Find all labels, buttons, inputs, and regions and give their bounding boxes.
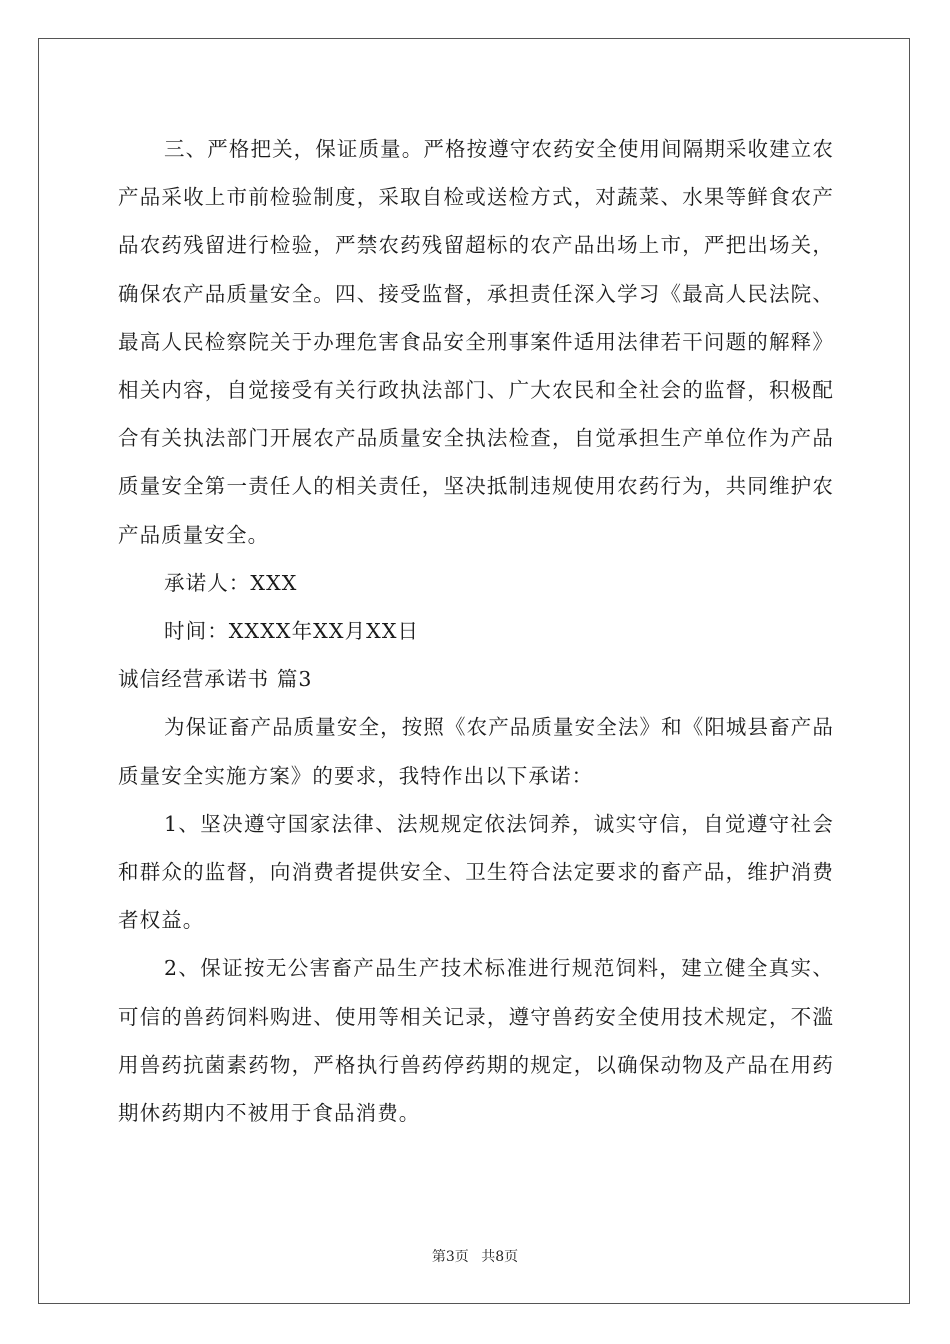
paragraph-pledge-2: 2、保证按无公害畜产品生产技术标准进行规范饲料，建立健全真实、可信的兽药饲料购进、使用等相关记录，遵守兽药安全使用技术规定，不滥用兽药抗菌素药物，严格执行兽药停药期的规定，以确保动物及产品在用药期休药期内不被用于食品消费。 bbox=[118, 956, 834, 1126]
page-footer bbox=[0, 1246, 950, 1266]
paragraph-quality-control: 三、严格把关，保证质量。严格按遵守农药安全使用间隔期采收建立农产品采收上市前检验制度，采取自检或送检方式，对蔬菜、水果等鲜食农产品农药残留进行检验，严禁农药残留超标的农产品出场上市，严把出场关，确保农产品质量安全。四、接受监督，承担责任深入学习《最高人民法院、最高人民检察院关于办理危害食品安全刑事案件适用法律若干问题的解释》相关内容，自觉接受有关行政执法部门、广大农民和全社会的监督，积极配合有关执法部门开展农产品质量安全执法检查，自觉承担生产单位作为产品质量安全第一责任人的相关责任，坚决抵制违规使用农药行为，共同维护农产品质量安全。 bbox=[118, 137, 834, 547]
paragraph-pledge-1: 1、坚决遵守国家法律、法规规定依法饲养，诚实守信，自觉遵守社会和群众的监督，向消费者提供安全、卫生符合法定要求的畜产品，维护消费者权益。 bbox=[118, 811, 834, 933]
document-body bbox=[118, 125, 834, 1137]
paragraph-promiser: 承诺人：XXX bbox=[164, 570, 298, 595]
paragraph-intro: 为保证畜产品质量安全，按照《农产品质量安全法》和《阳城县畜产品质量安全实施方案》的要求，我特作出以下承诺： bbox=[118, 715, 834, 788]
section-heading: 诚信经营承诺书 篇3 bbox=[118, 667, 313, 692]
paragraph-date: 时间：XXXX年XX月XX日 bbox=[164, 619, 420, 644]
page-total: 共8页 bbox=[481, 1249, 519, 1265]
page-number: 第3页 bbox=[431, 1249, 469, 1265]
